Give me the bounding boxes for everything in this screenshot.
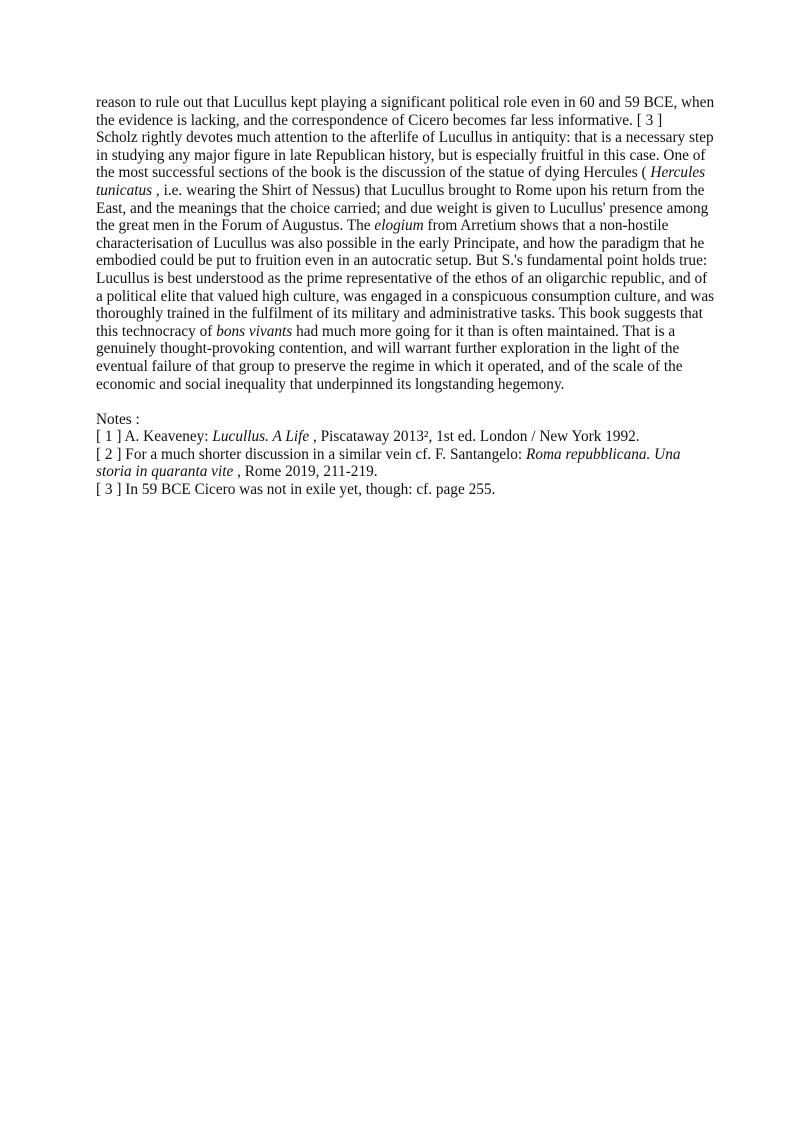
- notes-section: [96, 411, 716, 499]
- note-3: [96, 481, 716, 499]
- paragraph-text: reason to rule out that Lucullus kept playing a significant political role even in 60 and 59 BCE, when the evidence is lacking, and the correspondence of Cicero becomes far less informative. [ 3 ]: [96, 94, 715, 129]
- note-text: , Piscataway 2013², 1st ed. London / New York 1992.: [309, 428, 640, 446]
- paragraph-continuation: [96, 94, 716, 129]
- note-text: [ 3 ] In 59 BCE Cicero was not in exile yet, though: cf. page 255.: [96, 481, 496, 499]
- document-page: [96, 94, 716, 499]
- note-1: [96, 428, 716, 446]
- note-italic-title: Lucullus. A Life: [212, 428, 310, 446]
- paragraph-afterlife: [96, 129, 716, 393]
- paragraph-text: had much more going for it than is often maintained. That is a genuinely thought-provoking contention, and will warrant further exploration in the light of the eventual failure of that group to preserve the regime in which it operated, and of the scale of the economic and social inequality that underpinned its longstanding hegemony.: [96, 322, 683, 393]
- note-text: , Rome 2019, 211-219.: [233, 463, 378, 481]
- note-text: [ 2 ] For a much shorter discussion in a similar vein cf. F. Santangelo:: [96, 445, 526, 463]
- italic-term: elogium: [374, 217, 424, 235]
- note-text: [ 1 ] A. Keaveney:: [96, 428, 213, 446]
- paragraph-text: Scholz rightly devotes much attention to the afterlife of Lucullus in antiquity: that is a necessary step in studying any major figure in late Republican history, but is especially fruitful in this case. One of the most successful sections of the book is the discussion of the statue of dying Hercules (: [96, 129, 714, 182]
- paragraph-text: , i.e. wearing the Shirt of Nessus) that Lucullus brought to Rome upon his return from the East, and the meanings that the choice carried; and due weight is given to Lucullus' presence among the great men in the Forum of Augustus. The: [96, 181, 709, 235]
- italic-title: Hercules tunicatus: [96, 164, 706, 199]
- italic-term: bons vivants: [216, 322, 293, 340]
- note-italic-title: Roma repubblicana. Una storia in quaranta vite: [96, 445, 681, 481]
- notes-heading: Notes :: [96, 410, 140, 428]
- note-2: [96, 446, 716, 481]
- paragraph-text: from Arretium shows that a non-hostile characterisation of Lucullus was also possible in the early Principate, and how the paradigm that he embodied could be put to fruition even in an autocratic setup. But S.'s fundamental point holds true: Lucullus is best understood as the prime representative of the ethos of an oligarchic republic, and of a political elite that valued high culture, was engaged in a conspicuous consumption culture, and was thoroughly trained in the fulfilment of its military and administrative tasks. This book suggests that this technocracy of: [96, 217, 715, 340]
